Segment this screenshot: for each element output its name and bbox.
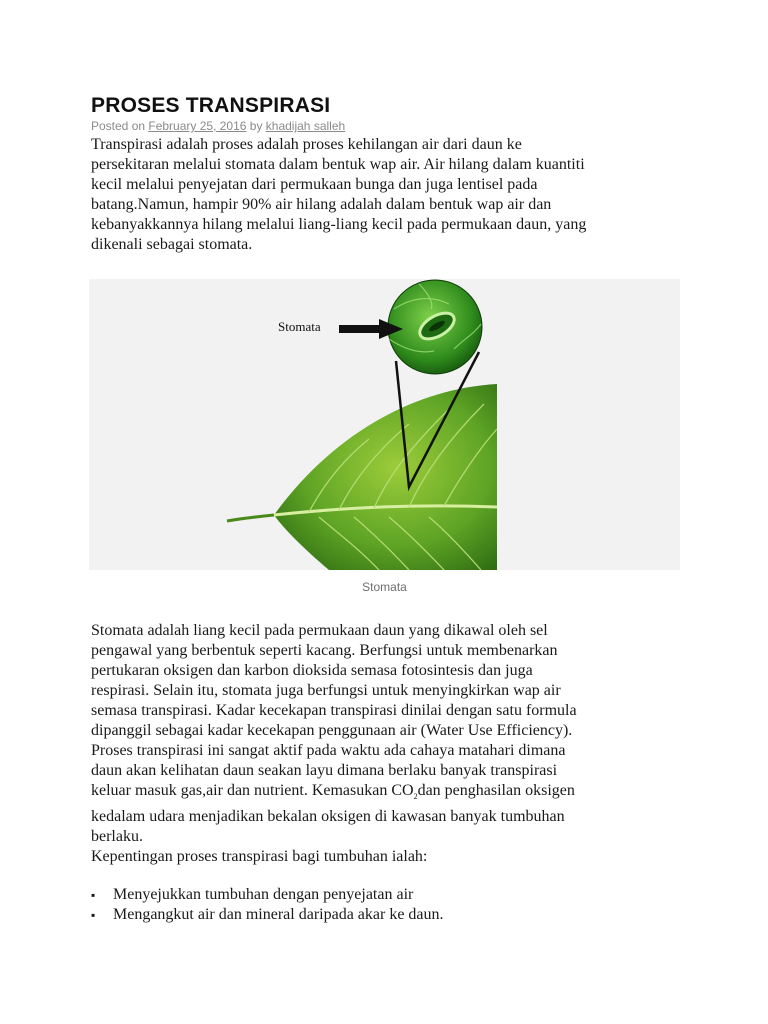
body-line: Stomata adalah liang kecil pada permukaan daun yang dikawal oleh sel bbox=[91, 622, 548, 639]
body-line: respirasi. Selain itu, stomata juga berfungsi untuk menyingkirkan wap air bbox=[91, 682, 561, 699]
arrow-shaft bbox=[339, 325, 379, 333]
co2-rest: dan penghasilan oksigen bbox=[417, 782, 575, 799]
posted-on-label: Posted on bbox=[91, 119, 149, 133]
body-line: kedalam udara menjadikan bekalan oksigen di kawasan banyak tumbuhan bbox=[91, 808, 565, 826]
figure-caption: Stomata bbox=[362, 580, 407, 594]
intro-paragraph bbox=[91, 135, 691, 255]
body-line: berlaku. bbox=[91, 828, 143, 846]
intro-line: dikenali sebagai stomata. bbox=[91, 236, 253, 253]
body-line: pertukaran oksigen dan karbon dioksida semasa fotosintesis dan juga bbox=[91, 662, 533, 679]
bullet-icon: ▪ bbox=[91, 908, 96, 922]
article-title: PROSES TRANSPIRASI bbox=[91, 94, 331, 117]
stomata-figure bbox=[89, 279, 680, 570]
co2-subscript: 2 bbox=[413, 792, 418, 802]
intro-line: Transpirasi adalah proses adalah proses kehilangan air dari daun ke bbox=[91, 136, 522, 153]
list-item bbox=[91, 885, 444, 905]
importance-list bbox=[91, 885, 444, 925]
list-item-text: Mengangkut air dan mineral daripada akar ke daun. bbox=[113, 906, 444, 923]
body-line: Proses transpirasi ini sangat aktif pada waktu ada cahaya matahari dimana bbox=[91, 742, 566, 759]
body-line: daun akan kelihatan daun seakan layu dimana berlaku banyak transpirasi bbox=[91, 762, 558, 779]
body-line: pengawal yang berbentuk seperti kacang. Berfungsi untuk membenarkan bbox=[91, 642, 558, 659]
stomata-label: Stomata bbox=[278, 319, 321, 334]
list-item bbox=[91, 905, 444, 925]
intro-line: kebanyakkannya hilang melalui liang-liang kecil pada permukaan daun, yang bbox=[91, 216, 587, 233]
post-meta bbox=[91, 119, 345, 133]
by-label: by bbox=[246, 119, 266, 133]
list-item-text: Menyejukkan tumbuhan dengan penyejatan air bbox=[113, 886, 414, 903]
intro-line: persekitaran melalui stomata dalam bentuk wap air. Air hilang dalam kuantiti bbox=[91, 156, 585, 173]
body-paragraph bbox=[91, 621, 691, 867]
bullet-icon: ▪ bbox=[91, 888, 96, 902]
body-line-co2 bbox=[91, 781, 691, 807]
co2-text: keluar masuk gas,air dan nutrient. Kemasukan CO bbox=[91, 782, 414, 799]
intro-line: batang.Namun, hampir 90% air hilang adalah dalam bentuk wap air dan bbox=[91, 196, 552, 213]
intro-line: kecil melalui penyejatan dari permukaan bunga dan juga lentisel pada bbox=[91, 176, 538, 193]
leaf-shape bbox=[274, 384, 497, 570]
body-line: semasa transpirasi. Kadar kecekapan transpirasi dinilai dengan satu formula bbox=[91, 702, 577, 719]
body-line: dipanggil sebagai kadar kecekapan penggunaan air (Water Use Efficiency). bbox=[91, 722, 573, 739]
leaf-stomata-illustration bbox=[89, 279, 680, 570]
post-date-link[interactable]: February 25, 2016 bbox=[148, 119, 247, 133]
body-line: Kepentingan proses transpirasi bagi tumbuhan ialah: bbox=[91, 848, 428, 866]
author-link[interactable]: khadijah salleh bbox=[265, 119, 346, 133]
